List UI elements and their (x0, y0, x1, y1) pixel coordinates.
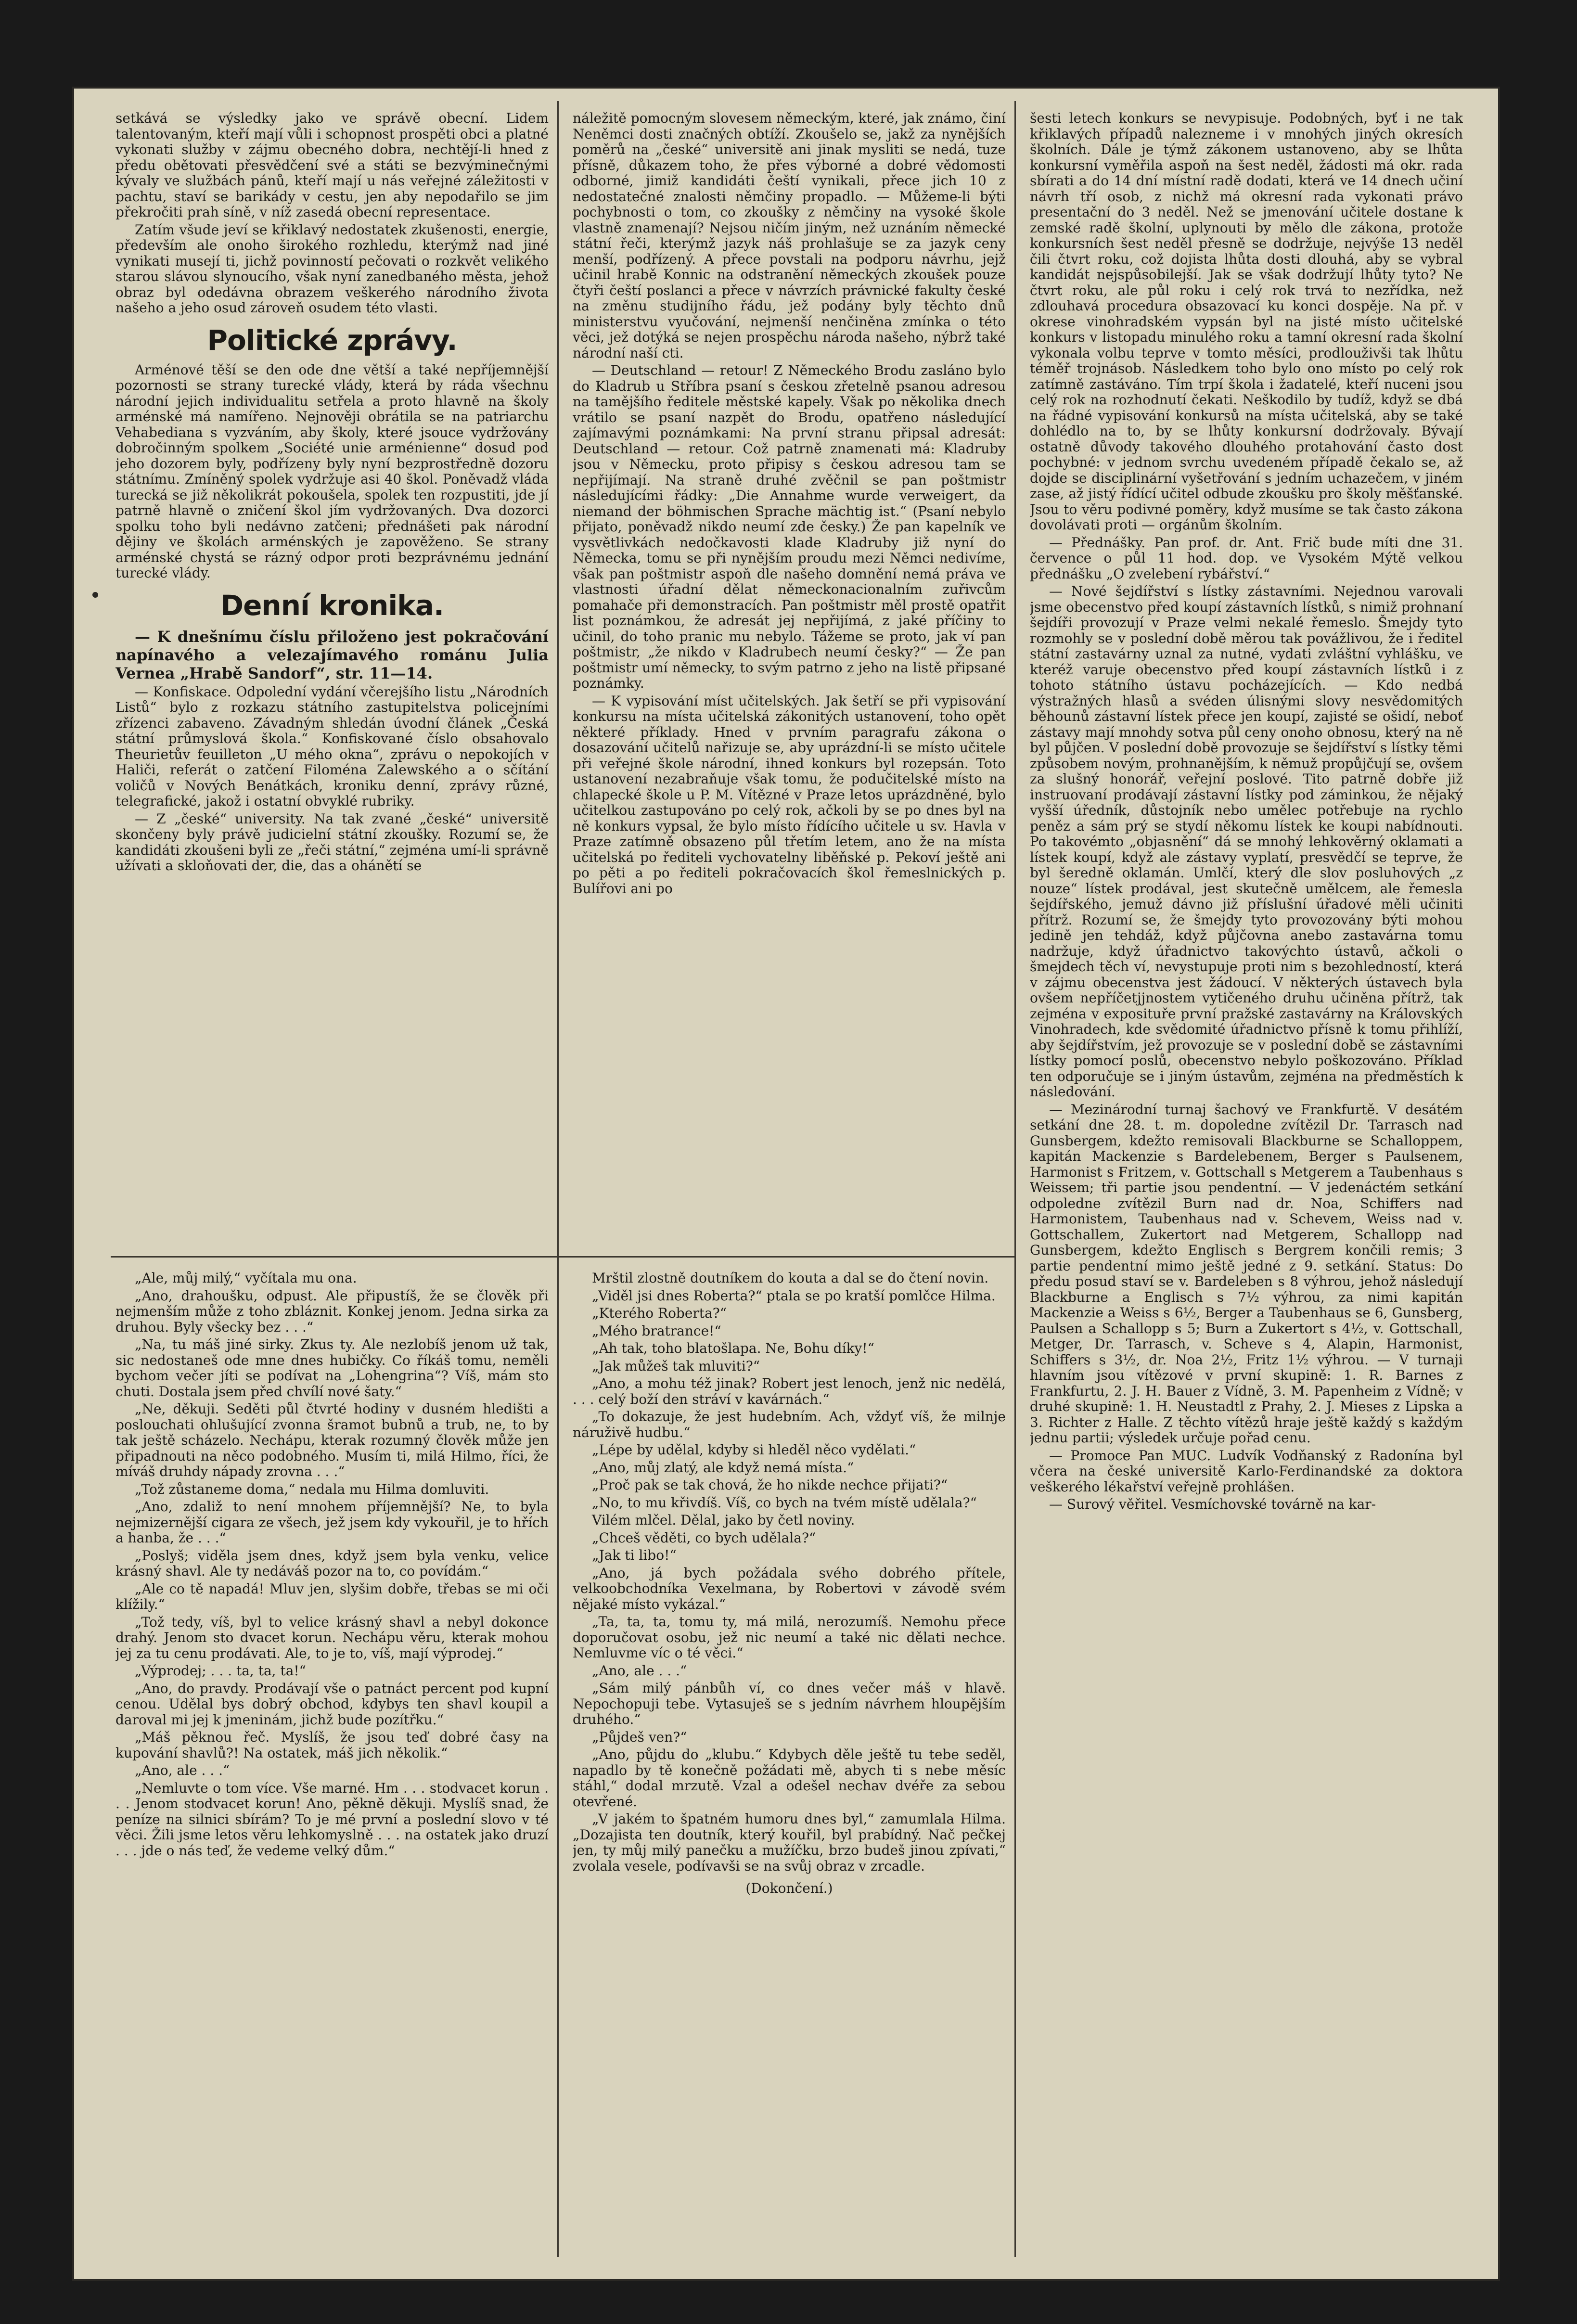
article-paragraph: — Mezinárodní turnaj šachový ve Frankfurtě. V desátém setkání dne 28. t. m. dopoledne zvítězil Dr. Tarrasch nad Gunsbergem, kdežto remisovali Blackburne se Schalloppem, kapitán Mackenzie s Bardelebenem, Berger s Paulsenem, Harmonist s Fritzem, v. Gottschall s Metgerem a Taubenhaus s Weissem; tři partie jsou pendentní. — V jedenáctém setkání odpoledne zvítězil Burn nad dr. Noa, Schiffers nad Harmonistem, Taubenhaus nad v. Schevem, Weiss nad v. Gottschallem, Zukertort nad Metgerem, Schallopp nad Gunsbergem, kdežto Englisch s Bergrem končili remis; 3 partie pendentní mimo ještě jedné z 9. setkání. Status: Do předu posud staví se v. Bardeleben s 8 výhrou, jehož následují Blackburne a Englisch s 7½ výhrou, za nimi kapitán Mackenzie a Weiss s 6½, Berger a Taubenhaus se 6, Gunsberg, Paulsen a Schallopp s 5; Burn a Zukertort s 4½, v. Gottschall, Metger, Dr. Tarrasch, v. Scheve s 4, Alapin, Harmonist, Schiffers s 3½, dr. Noa 2½, Fritz 1½ výhrou. — V turnaji hlavním jsou vítězové v první skupině: 1. R. Barnes z Frankfurtu, 2. J. H. Bauer z Vídně, 3. M. Papenheim z Vídně; v druhé skupině: 1. H. Neustadtl z Prahy, 2. J. Mieses z Lipska a 3. Richter z Halle. Z těchto vítězů hraje ještě každý s každým jednu partii; výsledek určuje pořad cenu. (1030, 1101, 1463, 1446)
article-paragraph: — Přednášky. Pan prof. dr. Ant. Frič bude míti dne 31. července o půl 11 hod. dop. ve Vysokém Mýtě velkou přednášku „O zvelebení rybářství.“ (1030, 534, 1463, 582)
dialogue-line: „Na, tu máš jiné sirky. Zkus ty. Ale nezlobíš jenom už tak, sic nedostaneš ode mne dnes hubičky. Co říkáš tomu, neměli bychom večer jíti se podívat na „Lohengrina“? Víš, mám sto chuti. Dostala jsem před chvílí nové šaty.“ (115, 1336, 549, 1400)
dialogue-line: „Půjdeš ven?“ (592, 1729, 687, 1745)
column-rule (1014, 101, 1016, 2257)
article-paragraph: Arménové těší se den ode dne větší a také nepříjemnější pozornosti se strany turecké vlády, která by ráda všechnu národní jejich individualitu setřela a proto hlavně na školy arménské má namířeno. Nejnověji obrátila se na patriarchu Vehabediana s vyzváním, aby školy, které jsouce vydržovány dobročinným spolkem „Société unie arménienne“ dosud pod jeho dozorem byly, podřízeny byly nyní bezprostředně dozoru státnímu. Zmíněný spolek vydržuje asi 40 škol. Poněvadž vláda turecká se již několikrát pokoušela, spolek ten rozpustiti, jde jí patrně hlavně o zničení škol jím vydržovaných. Dva dozorci spolku toho byli nedávno zatčeni; přednášeti pak národní dějiny ve školách arménských je zapověženo. Se strany arménské chystá se rázný odpor proti bezprávnému jednání turecké vlády. (115, 361, 549, 581)
column-rule (557, 101, 559, 2257)
article-paragraph: — Konfiskace. Odpolední vydání včerejšího listu „Národních Listů“ bylo z rozkazu státního zastupitelstva policejními zřízenci zabaveno. Závadným shledán úvodní článek „Česká státní průmyslová škola.“ Konfiskované číslo obsahovalo Theurietův feuilleton „U mého okna“, zprávu o nepokojích v Haliči, referát o zatčení Filoména Zalewského a o sčítání voličů v Nových Benátkách, kroniku denní, zprávy různé, telegrafické, jakož i ostatní obvyklé rubriky. (115, 683, 549, 809)
dialogue-line: „Ale co tě napadá! Mluv jen, slyšim dobře, třebas se mi oči klížily.“ (115, 1580, 549, 1612)
dialogue-line: „Ano, ale . . .“ (135, 1762, 230, 1778)
dialogue-line: „Ano, drahoušku, odpust. Ale připustíš, že se člověk při nejmenším může z toho zbláznit. Konkej jenom. Jedna sirka za druhou. Byly všecky bez . . .“ (115, 1287, 549, 1335)
feuilleton-separator (111, 1256, 1015, 1258)
dialogue-line: „Ah tak, toho blatošlapa. Ne, Bohu díky!“ (592, 1340, 874, 1356)
feuilleton-column-1 (115, 1271, 549, 2257)
section-heading-politicke: Politické zprávy. (207, 323, 457, 357)
dialogue-line: „To dokazuje, že jest hudebním. Ach, vždyť víš, že milnje náruživě hudbu.“ (573, 1409, 1006, 1440)
article-paragraph: — K vypisování míst učitelských. Jak šetří se při vypisování konkursu na místa učitelská zákonitých ustanovení, toho opět některé příklady. Hned v prvním paragrafu zákona o dosazování učitelů nařizuje se, aby uprázdní-li se místo učitele při veřejné škole národní, ihned konkurs byl rozepsán. Toto ustanovení nezabraňuje však tomu, že podučitelské místo na chlapecké škole u P. M. Vítězné v Praze letos uprázdněné, bylo učitelkou zastupováno po celý rok, ačkoli by se po dnes byl na ně konkurs vypsal, že bylo místo řídícího učitele u sv. Havla v Praze zatímně obsazeno půl třetím letem, ano že na místa učitelská po řediteli vychovatelny liběňské p. Pekoví ještě ani po pěti a po řediteli pokračovacích škol řemeslnických p. Bulířovi ani po (573, 693, 1006, 897)
dialogue-line: „V jakém to špatném humoru dnes byl,“ zamumlala Hilma. „Dozajista ten doutník, který kouřil, byl prabídný. Nač pečkej jen, ty můj milý panečku a mužíčku, brzo budeš jinou zpívati,“ zvolala vesele, podívavši se na svůj obraz v zrcadle. (573, 1811, 1006, 1874)
supplement-notice: — K dnešnímu číslu přiloženo jest pokračování napínavého a velezajímavého románu Julia Vernea „Hrabě Sandorf“, str. 11—14. (115, 627, 549, 682)
dialogue-line: Vilém mlčel. Dělal, jako by četl noviny. (592, 1512, 855, 1528)
dialogue-line: „Mého bratrance!“ (592, 1322, 721, 1339)
article-paragraph: Zatím všude jeví se křiklavý nedostatek zkušenosti, energie, především ale onoho širokého rozhledu, kterýmž nad jiné vynikati musejí ti, jichž povinností pečovati o rozkvět velikého starou slávou slynoucího, však nyní zanedbaného města, jehož obraz byl odedávna obrazem veškerého národního života našeho a jeho osud zároveň osudem této vlasti. (115, 221, 549, 316)
section-heading-denni: Denní kronika. (220, 589, 444, 622)
column-1-news (115, 111, 549, 1242)
dialogue-line: „Máš pěknou řeč. Myslíš, že jsou teď dobré časy na kupování shavlů?! Na ostatek, máš jich několik.“ (115, 1729, 549, 1761)
dialogue-line: „Ano, zdaliž to není mnohem příjemnější? Ne, to byla nejmizernější cigara ze všech, jež jsem kdy vykouřil, je to hřích a hanba, že . . .“ (115, 1499, 549, 1546)
dialogue-line: „Ano, půjdu do „klubu.“ Kdybych děle ještě tu tebe seděl, napadlo by tě konečně požádati mě, abych ti s nebe měsíc stáhl,“ dodal mrzutě. Vzal a odešel nechav dvéře za sebou otevřené. (573, 1746, 1006, 1810)
article-paragraph: — Nové šejdířství s lístky zástavními. Nejednou varovali jsme obecenstvo před koupí zástavních lístků, s nimiž prohnaní šejdíři provozují v Praze velmi nekalé řemeslo. Šmejdy tyto rozmohly se v poslední době měrou tak povážlivou, že i ředitel státní zastavárny uznal za nutné, vydati zvláštní vyhlášku, ve kteréž varuje obecenstvo před koupí zástavních lístků i z tohoto státního ústavu pocházejících. — Kdo nedbá výstražných hlasů a svéden úlisnými slovy nesvědomitých běhounů zástavní lístek přece jen koupí, zajisté se ošidí, neboť zástavy mají mnohdy sotva půl ceny onoho obnosu, který na ně byl půjčen. V poslední době provozuje se šejdířství s lístky těmi způsobem novým, prohnanějším, k němuž propůjčují se, ovšem za slušný honorář, veřejní poslové. Tito patrně dobře již instruovaní prodávají zástavní lístky pod záminkou, že nějaký vyšší úředník, důstojník nebo umělec potřebuje na rychlo peněz a sám prý se stydí někomu lístek ke koupi nabídnouti. Po takovémto „objasnění“ dá se mnohý lehkověrný oklamati a lístek koupí, když ale zástavy vyplatí, presvědčí se teprve, že byl šeredně oklamán. Umlčí, který dle slov posluhových „z nouze“ lístek prodával, jest skutečně umělcem, ale řemesla šejdířského, jemuž dávno již příslušní úřadové měli učiniti přítrž. Rozumí se, že šmejdy tyto provozovány býti mohou jedině jen tehdáž, když půjčovna anebo zastavárna tomu nadržuje, když úřadnictvo takovýchto ústavů, ačkoli o šmejdech těch ví, nevystupuje proti nim s bezohledností, která v zájmu obecenstva jest žádoucí. V některých ústavech byla ovšem nepříčetjjnostem vytičeného druhu učiněna přítrž, tak zejména v exposituře první pražské zastavárny na Královských Vinohradech, kde svědomité úřadnictvo přísně k tomu přihlíží, aby šejdířstvím, jež provozuje se v poslední době se zástavními lístky pomocí poslů, obecenstvo nebylo poškozováno. Příklad ten odporučuje se i jiným ústavům, zejména na předměstích k následování. (1030, 583, 1463, 1100)
dialogue-line: „Ano, já bych požádala svého dobrého přítele, velkoobchodníka Vexelmana, by Robertovi v závodě svém nějaké místo vykázal.“ (573, 1565, 1006, 1612)
dialogue-line: „Kterého Roberta?“ (592, 1305, 727, 1321)
dialogue-line: „Sám milý pánbůh ví, co dnes večer máš v hlavě. Nepochopuji tebe. Vytasuješ se s jedním návrhem hloupějším druhého.“ (573, 1680, 1006, 1727)
dialogue-line: „Jak můžeš tak mluviti?“ (592, 1358, 760, 1374)
feuilleton-column-2 (573, 1271, 1006, 2257)
dialogue-line: „Jak ti libo!“ (592, 1547, 677, 1563)
dialogue-line: „Poslyš; viděla jsem dnes, když jsem byla venku, velice krásný shavl. Ale ty nedáváš pozor na to, co povídám.“ (115, 1547, 549, 1579)
margin-dot (92, 592, 98, 598)
dialogue-line: „Nemluvte o tom více. Vše marné. Hm . . . stodvacet korun . . . Jenom stodvacet korun! Ano, pěkně děkuji. Myslíš snad, že peníze na silnici sbírám? To je mé první a poslední slovo v té věci. Žili jsme letos věru lehkomyslně . . . na ostatek jako druzí . . . jde o nás teď, že vedeme velký dům.“ (115, 1780, 549, 1859)
dialogue-line: „Ne, děkuji. Seděti půl čtvrté hodiny v dusném hledišti a poslouchati ohlušující zvonna šramot bubnů a trub, ne, to by tak ještě scházelo. Nechápu, kterak rozumný člověk může jen připadnouti na něco podobného. Musím ti, milá Hilmo, říci, že míváš druhdy nápady zrovna . . .“ (115, 1401, 549, 1479)
article-paragraph: — Promoce Pan MUC. Ludvík Vodňanský z Radonína byl včera na české universitě Karlo-Ferdinandské za doktora veškerého lékařství veřejně prohlášen. (1030, 1447, 1463, 1495)
dialogue-line: „Výprodej; . . . ta, ta, ta!“ (135, 1663, 306, 1679)
dialogue-line: „Ano, ale . . .“ (592, 1662, 687, 1679)
dialogue-line: „Viděl jsi dnes Roberta?“ ptala se po kratší pomlčce Hilma. (592, 1287, 996, 1304)
dialogue-line: „Ta, ta, ta, tomu ty, má milá, nerozumíš. Nemohu přece doporučovat osobu, jež nic neumí a také nic dělati nechce. Nemluvme víc o té věci.“ (573, 1614, 1006, 1661)
dialogue-line: „Proč pak se tak chová, že ho nikde nechce přijati?“ (592, 1477, 948, 1493)
to-be-continued: (Dokončení.) (745, 1880, 833, 1896)
dialogue-line: „Ano, můj zlatý, ale když nemá místa.“ (592, 1459, 854, 1476)
article-paragraph: — Deutschland — retour! Z Německého Brodu zasláno bylo do Kladrub u Stříbra psaní s českou zřetelně psanou adresou na tamějšího ředitele městské kapely. Však po několika dnech vrátilo se psaní nazpět do Brodu, opatřeno následující zajímavými poznámkami: Na první stranu připsal adresát: Deutschland — retour. Což patrně znamenati má: Kladruby jsou v Německu, proto připisy s českou adresou tam se nepřijímají. Na straně druhé zvěčnil se pan poštmistr následujícími řádky: „Die Annahme wurde verweigert, da niemand der böhmischen Sprache mächtig ist.“ (Psaní nebylo přijato, poněvadž nikdo neumí zde česky.) Že pan kapelník ve vysvětlivkách nedočkavosti klade Kladruby již nyní do Německa, tomu se při nynějším proudu mezi Němci nedivíme, však pan poštmistr aspoň dle našeho domnění nemá práva ve vlastnosti úřadní dělat německonacionalním zuřivcům pomahače při demonstracích. Pan poštmistr měl prostě opatřit list poznámkou, že adresát jej nepřijímá, z jaké příčiny to učinil, do toho pranic mu nebylo. Tážeme se proto, jak ví pan poštmistr, „že nikdo v Kladrubech neumí česky?“ — Že pan poštmistr umí německy, to svým patrno z jeho na listě připsané poznámky. (573, 362, 1006, 691)
newspaper-page (72, 87, 1500, 2281)
dialogue-line: „Ano, a mohu též jinak? Robert jest lenoch, jenž nic nedělá, . . . celý boží den stráví v kavárnách.“ (573, 1375, 1006, 1407)
dialogue-line: „Tož zůstaneme doma,“ nedala mu Hilma domluviti. (135, 1481, 489, 1497)
dialogue-line: „Ale, můj milý,“ vyčítala mu ona. (135, 1271, 357, 1286)
article-paragraph: — Z „české“ university. Na tak zvané „české“ universitě skončeny byly právě judicielní státní zkoušky. Rozumí se, že kandidáti zkoušeni byli ze „řeči státní,“ zejména umí-li správně užívati a skloňovati der, die, das a ohánětí se (115, 810, 549, 873)
dialogue-line: „Ano, do pravdy. Prodávají vše o patnáct percent pod kupní cenou. Udělal bys dobrý obchod, kdybys ten shavl koupil a daroval mi jej k jmeninám, jichž bude pozítřku.“ (115, 1680, 549, 1728)
dialogue-line: „Lépe by udělal, kdyby si hleděl něco vydělati.“ (592, 1442, 916, 1458)
dialogue-line: Mrštil zlostně doutníkem do kouta a dal se do čtení novin. (592, 1271, 989, 1286)
dialogue-line: „Tož tedy, víš, byl to velice krásný shavl a nebyl dokonce drahý. Jenom sto dvacet korun. Nechápu věru, kterak mohou jej za tu cenu prodávati. Ale, to je to, víš, mají výprodej.“ (115, 1614, 549, 1661)
dialogue-line: „No, to mu křivdíš. Víš, co bych na tvém místě udělala?“ (592, 1494, 977, 1511)
article-paragraph: — Surový věřitel. Vesmíchovské továrně na kar- (1049, 1496, 1376, 1512)
article-paragraph: šesti letech konkurs se nevypisuje. Podobných, byť i ne tak křiklavých případů nalezneme i v mnohých jiných okresích školních. Dále je týmž zákonem ustanoveno, aby se lhůta konkursní vyměřila aspoň na šest neděl, žádosti má okr. rada sbírati a do 14 dní místní radě dodati, která ve 14 dnech učiní návrh tří osob, z nichž má okresní rada vykonati právo presentační do 3 neděl. Než se jmenování učitele dostane k zemské radě školní, uplynouti by mělo dle zákona, protože konkursních šest neděl přesně se dodržuje, nejvýše 13 neděl čili čtvrt roku, což dojista lhůta dosti dlouhá, aby se vybral kandidát nejspůsobilejší. Jak se však dodržují lhůty tyto? Ne čtvrt roku, ale půl roku i celý rok trvá to nezřídka, než zdlouhavá procedura obsazovací ku konci dospěje. Na př. v okrese vinohradském vypsán byl na jisté místo učitelské konkurs v listopadu minulého roku a tamní okresní rada školní vykonala volbu teprve v tomto měsíci, prodlouživši tak lhůtu téměř trojnásob. Následkem toho bylo ono místo po celý rok zatímně zastáváno. Tím trpí škola i žadatelé, kteří nuceni jsou celý rok na rozhodnutí čekati. Neškodilo by tudíž, když se dbá na řádné vypisování konkursů na místa učitelská, aby se také dohlédlo na to, by se lhůty konkursní dodržovaly. Bývají ostatně důvody takového dlouhého protahování často dost pochybné: v jednom svrchu uvedeném případě čekalo se, až dojde se disciplinární vyšetřování s jedním uchazečem, v jiném zase, až jistý řídící učitel odbude zkoušku pro školy měšťanské. Jsou to věru podivné poměry, když musíme se tak často zákona dovolávati proti — orgánům školním. (1030, 111, 1463, 533)
column-2-news (573, 111, 1006, 1242)
article-paragraph: setkává se výsledky jako ve správě obecní. Lidem talentovaným, kteří mají vůli i schopnost prospěti obci a platné vykonati služby v zájmu obecného dobra, nechtějí-li hned z předu obětovati přesvědčení své a státi se bezvýminečnými kývaly ve službách pánů, kteří mají u nás veřejné záležitosti v pachtu, staví se barikády v cestu, jen aby nepodařilo se jim překročiti prah síně, v níž zasedá obecní representace. (115, 111, 549, 220)
article-paragraph: náležitě pomocným slovesem německým, které, jak známo, činí Neněmci dosti značných obtíží. Zkoušelo se, jakž za nynějších poměrů na „české“ universitě ani jinak mysliti se nedá, tuze přísně, důkazem toho, že přes výborné a dobré vědomosti odborné, jimiž kandidáti čeští vynikali, přece jich 10 z nedostatečné znalosti němčiny propadlo. — Můžeme-li býti pochybnosti o tom, co zkoušky z němčiny na vysoké škole vlastně znamenají? Nejsou ničím jiným, než uznáním německé státní řeči, kterýmž jazyk náš prohlašuje se za jazyk ceny menší, podřízený. A přece povstali na podporu návrhu, jejž učinil hrabě Konnic na odstranění německých zkoušek pouze čtyři čeští poslanci a přece v návrzích právnické fakulty české na změnu studijního řádu, jež podány byly těchto dnů ministerstvu vyučování, nejmenší nenčiněna zmínka o této věci, jež dotýká se nejen prospěchu národa našeho, nýbrž také národní naší cti. (573, 111, 1006, 361)
column-3-news (1030, 111, 1463, 2257)
dialogue-line: „Chceš věděti, co bych udělala?“ (592, 1529, 816, 1546)
